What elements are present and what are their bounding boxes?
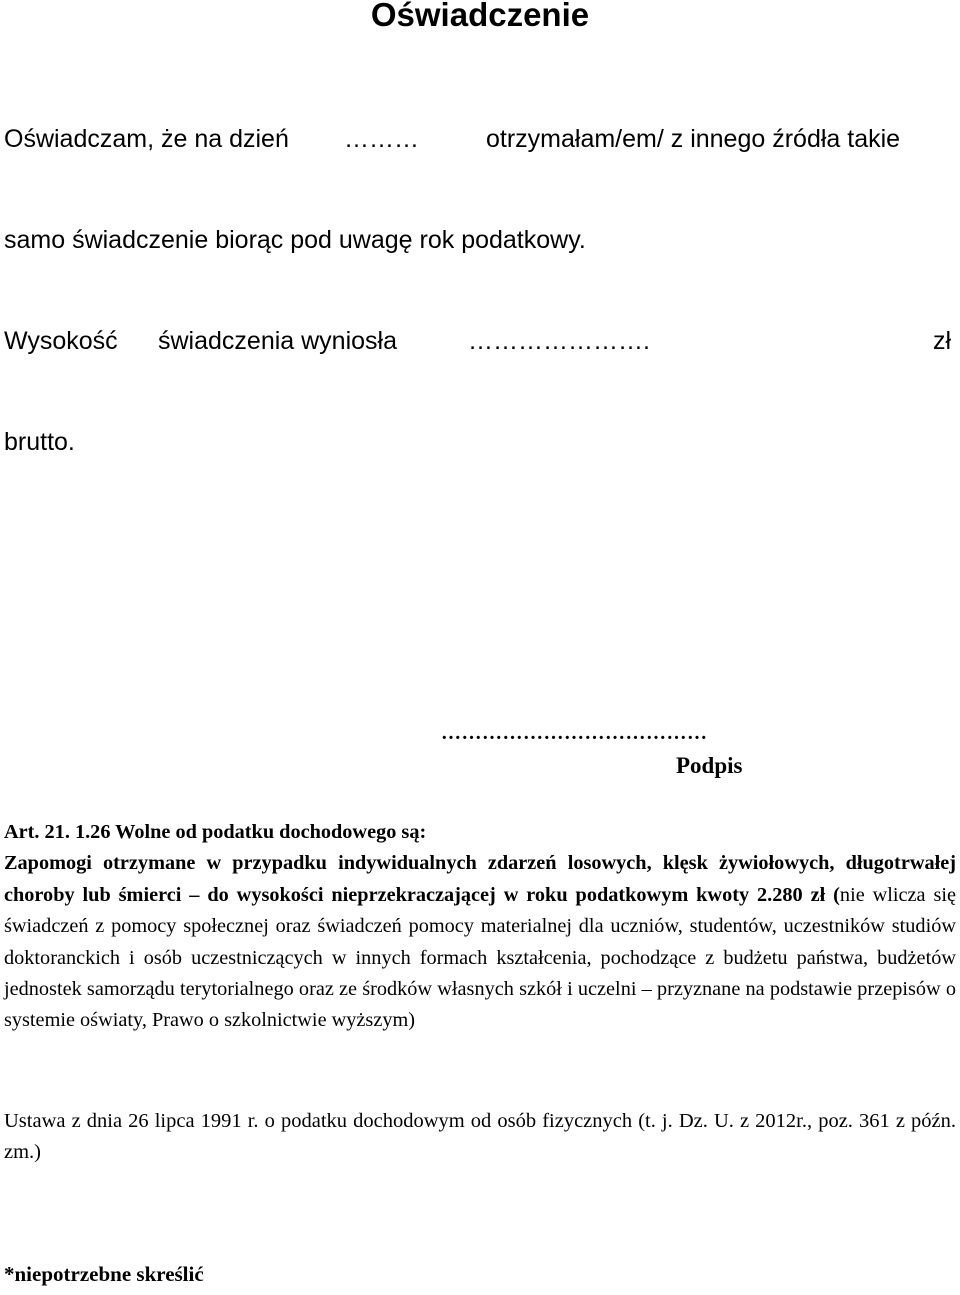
currency-unit: zł	[933, 327, 952, 355]
amount-label: Wysokość	[4, 327, 118, 355]
act-reference: Ustawa z dnia 26 lipca 1991 r. o podatku dochodowym od osób fizycznych (t. j. Dz. U. z 2012r., poz. 361 z późn. zm.)	[4, 1110, 956, 1163]
statement-line-2: samo świadczenie biorąc pod uwagę rok podatkowy.	[4, 226, 586, 254]
amount-blank: ………………….	[468, 327, 650, 355]
signature-line: …………………………………	[441, 722, 708, 744]
legal-bold-text: Zapomogi otrzymane w przypadku indywidualnych zdarzeń losowych, klęsk żywiołowych, długotrwałej choroby lub śmierci – do wysokości nieprzekraczającej w roku podatkowym kwoty 2.280 zł (	[4, 852, 956, 906]
amount-description: świadczenia wyniosła	[158, 327, 398, 355]
date-blank: ………	[344, 125, 419, 153]
legal-heading: Art. 21. 1.26 Wolne od podatku dochodowego są:	[4, 821, 427, 843]
legal-excerpt	[4, 817, 956, 1037]
statement-line-1-rest: otrzymałam/em/ z innego źródła takie	[486, 125, 901, 153]
document-title: Oświadczenie	[370, 0, 590, 33]
signature-label: Podpis	[676, 753, 743, 778]
footnote: *niepotrzebne skreślić	[4, 1262, 204, 1286]
statement-line-1-text: Oświadczam, że na dzień	[4, 125, 289, 153]
legal-normal-text: nie wlicza się świadczeń z pomocy społecznej oraz świadczeń pomocy materialnej dla uczniów, studentów, uczestników studiów doktoranckich i osób uczestniczących w innych formach kształcenia, pochodzące z budżetu państwa, budżetów jednostek samorządu terytorialnego oraz ze środków własnych szkół i uczelni – przyznane na podstawie przepisów o systemie oświaty, Prawo o szkolnictwie wyższym)	[4, 883, 956, 1032]
statement-line-4: brutto.	[4, 428, 75, 456]
